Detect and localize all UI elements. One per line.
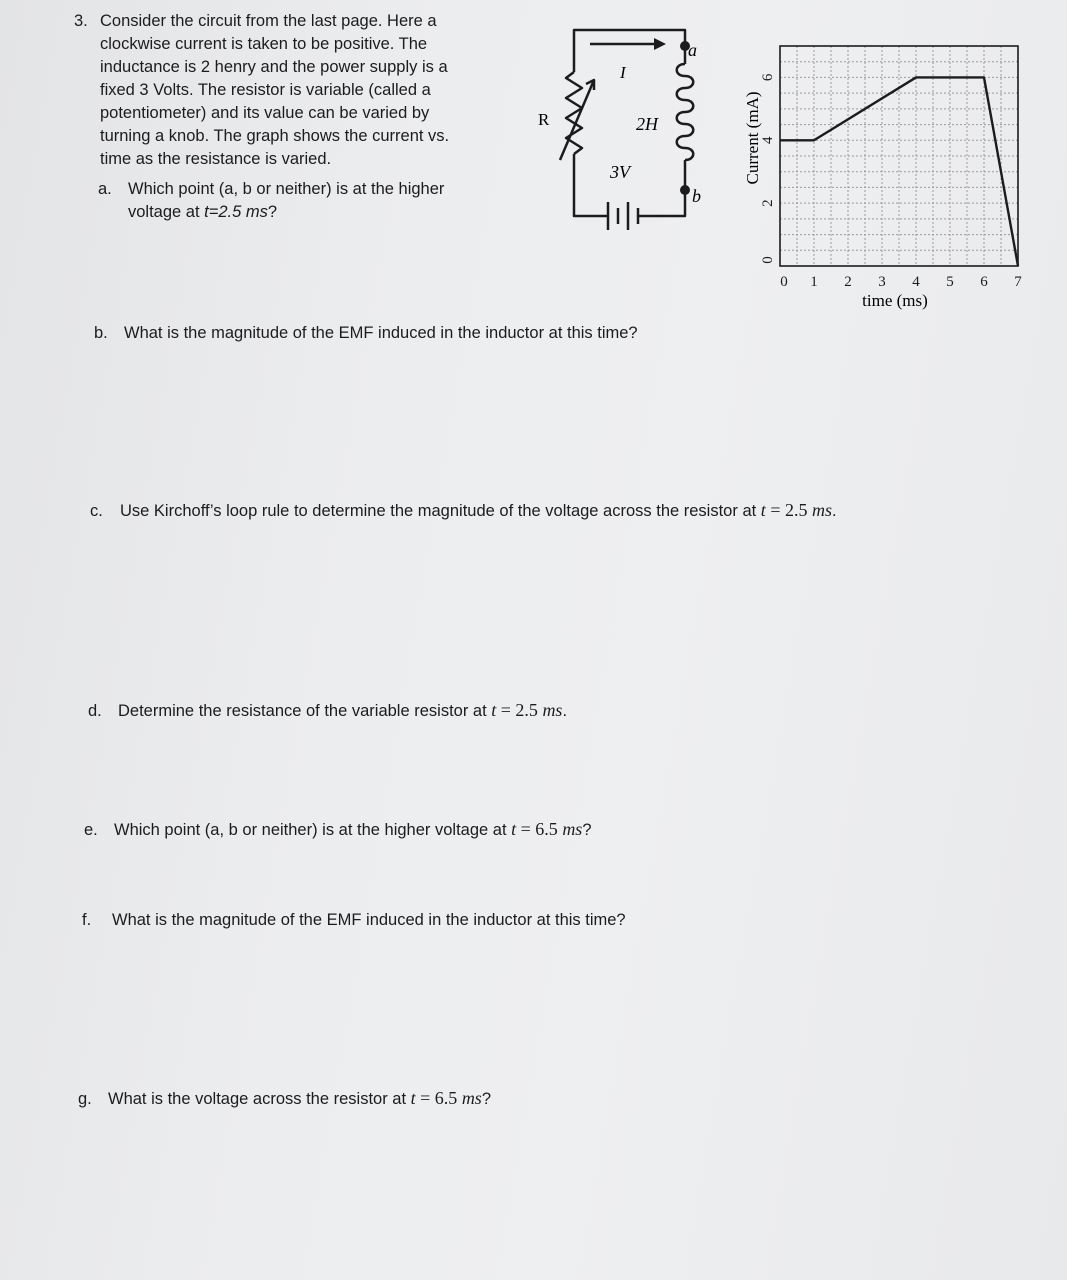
part-d-label: d. (88, 702, 102, 720)
intro-line: potentiometer) and its value can be varied by (100, 104, 430, 122)
intro-line: turning a knob. The graph shows the current vs. (100, 127, 450, 145)
part-c-punct: . (831, 502, 837, 520)
part-g-unit: ms (461, 1088, 482, 1108)
node-a-label: a (688, 40, 697, 60)
resistor-label: R (538, 110, 550, 129)
part-g-var: t (410, 1088, 416, 1108)
intro-line: fixed 3 Volts. The resistor is variable (called a (100, 81, 431, 99)
node-b-dot (680, 185, 690, 195)
x-tick-label: 5 (946, 274, 954, 290)
wire-bottom (638, 196, 685, 216)
current-label: I (620, 63, 626, 82)
y-tick-label: 0 (760, 256, 776, 264)
part-e-punct: ? (582, 821, 592, 839)
problem-number: 3. (74, 12, 88, 30)
part-f-text: What is the magnitude of the EMF induced in the inductor at this time? (112, 911, 626, 929)
x-tick-label: 3 (878, 274, 886, 290)
part-a-label: a. (98, 180, 112, 198)
part-a-line2: voltage at (128, 203, 205, 221)
y-tick-label: 2 (760, 199, 776, 207)
chart-grid (780, 46, 1018, 266)
part-g-text: What is the voltage across the resistor at (108, 1090, 411, 1108)
current-arrowhead (654, 38, 666, 50)
part-c-var: t (760, 500, 766, 520)
part-e-unit: ms (562, 819, 583, 839)
x-tick-label: 6 (980, 274, 988, 290)
inductor-coil (677, 42, 694, 196)
part-e-label: e. (84, 821, 98, 839)
part-a-line1: Which point (a, b or neither) is at the higher (128, 180, 445, 198)
y-axis-label: Current (mA) (743, 91, 762, 185)
part-a-time: t=2.5 ms (204, 203, 268, 221)
part-a (98, 178, 498, 224)
part-d-unit: ms (542, 700, 563, 720)
part-e (84, 818, 592, 842)
part-d (88, 699, 567, 723)
problem-intro (74, 10, 494, 171)
part-d-var: t (491, 700, 497, 720)
part-b-text: What is the magnitude of the EMF induced in the inductor at this time? (124, 324, 638, 342)
part-b (94, 322, 638, 345)
part-e-eq: = 6.5 (516, 819, 563, 839)
x-tick-label: 1 (810, 274, 818, 290)
wire-left (574, 154, 608, 216)
x-tick-label: 2 (844, 274, 852, 290)
part-e-var: t (511, 819, 517, 839)
y-tick-label: 6 (760, 73, 776, 82)
part-b-label: b. (94, 324, 108, 342)
part-e-text: Which point (a, b or neither) is at the higher voltage at (114, 821, 512, 839)
y-tick-label: 4 (760, 136, 776, 145)
part-d-punct: . (562, 702, 568, 720)
part-c-text: Use Kirchoff’s loop rule to determine the magnitude of the voltage across the resistor at (120, 502, 761, 520)
intro-line: clockwise current is taken to be positive. The (100, 35, 428, 53)
wire-top (574, 30, 685, 72)
part-g (78, 1087, 491, 1111)
x-tick-label: 7 (1014, 274, 1022, 290)
part-g-eq: = 6.5 (415, 1088, 462, 1108)
part-d-text: Determine the resistance of the variable resistor at (118, 702, 492, 720)
battery-label: 3V (610, 162, 630, 182)
node-b-label: b (692, 186, 701, 206)
inductor-label: 2H (636, 114, 658, 134)
x-tick-label: 0 (780, 274, 788, 290)
part-f-label: f. (82, 911, 92, 929)
x-axis-label: time (ms) (862, 291, 928, 310)
intro-line: inductance is 2 henry and the power supply is a (100, 58, 448, 76)
part-c-unit: ms (811, 500, 832, 520)
part-d-eq: = 2.5 (496, 700, 543, 720)
part-a-punct: ? (267, 203, 278, 221)
current-time-chart (730, 18, 1030, 318)
intro-line: Consider the circuit from the last page. Here a (100, 12, 437, 30)
part-g-punct: ? (481, 1090, 492, 1108)
part-f (82, 909, 626, 932)
x-tick-label: 4 (912, 274, 920, 290)
part-g-label: g. (78, 1090, 92, 1108)
chart-ticks (760, 73, 1022, 290)
part-c-label: c. (90, 502, 103, 520)
intro-line: time as the resistance is varied. (100, 150, 332, 168)
part-c (90, 499, 837, 523)
circuit-diagram (530, 20, 730, 240)
part-c-eq: = 2.5 (765, 500, 812, 520)
